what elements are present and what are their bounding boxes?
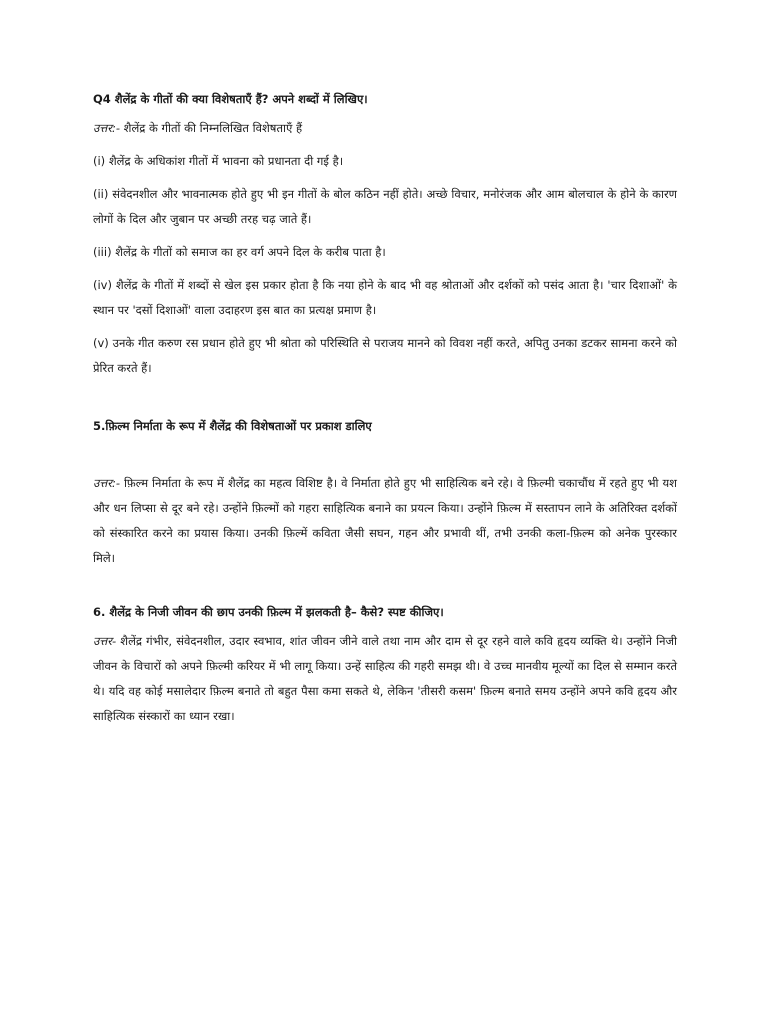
answer-label: उत्तर:- bbox=[93, 476, 120, 490]
question-6-answer bbox=[93, 629, 677, 729]
point-i: (i) शैलेंद्र के अधिकांश गीतों में भावना को प्रधानता दी गई है। bbox=[93, 154, 344, 168]
point-iv: (iv) शैलेंद्र के गीतों में शब्दों से खेल इस प्रकार होता है कि नया होने के बाद भी वह श्रोताओं और दर्शकों को पसंद आता है। 'चार दिशाओं' के स्थान पर 'दसों दिशाओं' वाला उदाहरण इस बात का प्रत्यक्ष प्रमाण है। bbox=[93, 278, 677, 317]
point-iii: (iii) शैलेंद्र के गीतों को समाज का हर वर्ग अपने दिल के करीब पाता है। bbox=[93, 245, 386, 259]
question-6-heading: 6. शैलेंद्र के निजी जीवन की छाप उनकी फ़िल्म में झलकती है– कैसे? स्पष्ट कीजिए। bbox=[93, 605, 444, 619]
answer-label: उत्तर:- bbox=[93, 121, 120, 135]
point-ii: (ii) संवेदनशील और भावनात्मक होते हुए भी इन गीतों के बोल कठिन नहीं होते। अच्छे विचार, मनोरंजक और आम बोलचाल के होने के कारण लोगों के दिल और जुबान पर अच्छी तरह चढ़ जाते हैं। bbox=[93, 187, 677, 226]
answer-label: उत्तर- bbox=[93, 634, 117, 648]
answer-text: फ़िल्म निर्माता के रूप में शैलेंद्र का महत्व विशिष्ट है। वे निर्माता होते हुए भी साहित्यिक बने रहे। वे फ़िल्मी चकाचौंध में रहते हुए भी यश और धन लिप्सा से दूर बने रहे। उन्होंने फ़िल्मों को गहरा साहित्यिक बनाने का प्रयत्न किया। उन्होंने फ़िल्म में सस्तापन लाने के अतिरिक्त दर्शकों को संस्कारित करने का प्रयास किया। उनकी फ़िल्में कविता जैसी सघन, गहन और प्रभावी थीं, तभी उनकी कला-फ़िल्म को अनेक पुरस्कार मिले। bbox=[93, 476, 677, 565]
question-4-intro bbox=[93, 116, 677, 141]
question-5-answer bbox=[93, 471, 677, 571]
question-4-heading: Q4 शैलेंद्र के गीतों की क्या विशेषताएँ हैं? अपने शब्दों में लिखिए। bbox=[93, 92, 368, 106]
answer-intro-text: शैलेंद्र के गीतों की निम्नलिखित विशेषताएँ हैं bbox=[119, 121, 303, 135]
point-v: (v) उनके गीत करुण रस प्रधान होते हुए भी श्रोता को परिस्थिति से पराजय मानने को विवश नहीं करते, अपितु उनका डटकर सामना करने को प्रेरित करते हैं। bbox=[93, 336, 677, 375]
answer-text: शैलेंद्र गंभीर, संवेदनशील, उदार स्वभाव, शांत जीवन जीने वाले तथा नाम और दाम से दूर रहने वाले कवि हृदय व्यक्ति थे। उन्होंने निजी जीवन के विचारों को अपने फ़िल्मी करियर में भी लागू किया। उन्हें साहित्य की गहरी समझ थी। वे उच्च मानवीय मूल्यों का दिल से सम्मान करते थे। यदि वह कोई मसालेदार फ़िल्म बनाते तो बहुत पैसा कमा सकते थे, लेकिन 'तीसरी कसम' फ़िल्म बनाते समय उन्होंने अपने कवि हृदय और साहित्यिक संस्कारों का ध्यान रखा। bbox=[93, 634, 677, 723]
question-5-heading: 5.फ़िल्म निर्माता के रूप में शैलेंद्र की विशेषताओं पर प्रकाश डालिए bbox=[93, 419, 372, 433]
document-page bbox=[93, 86, 677, 729]
